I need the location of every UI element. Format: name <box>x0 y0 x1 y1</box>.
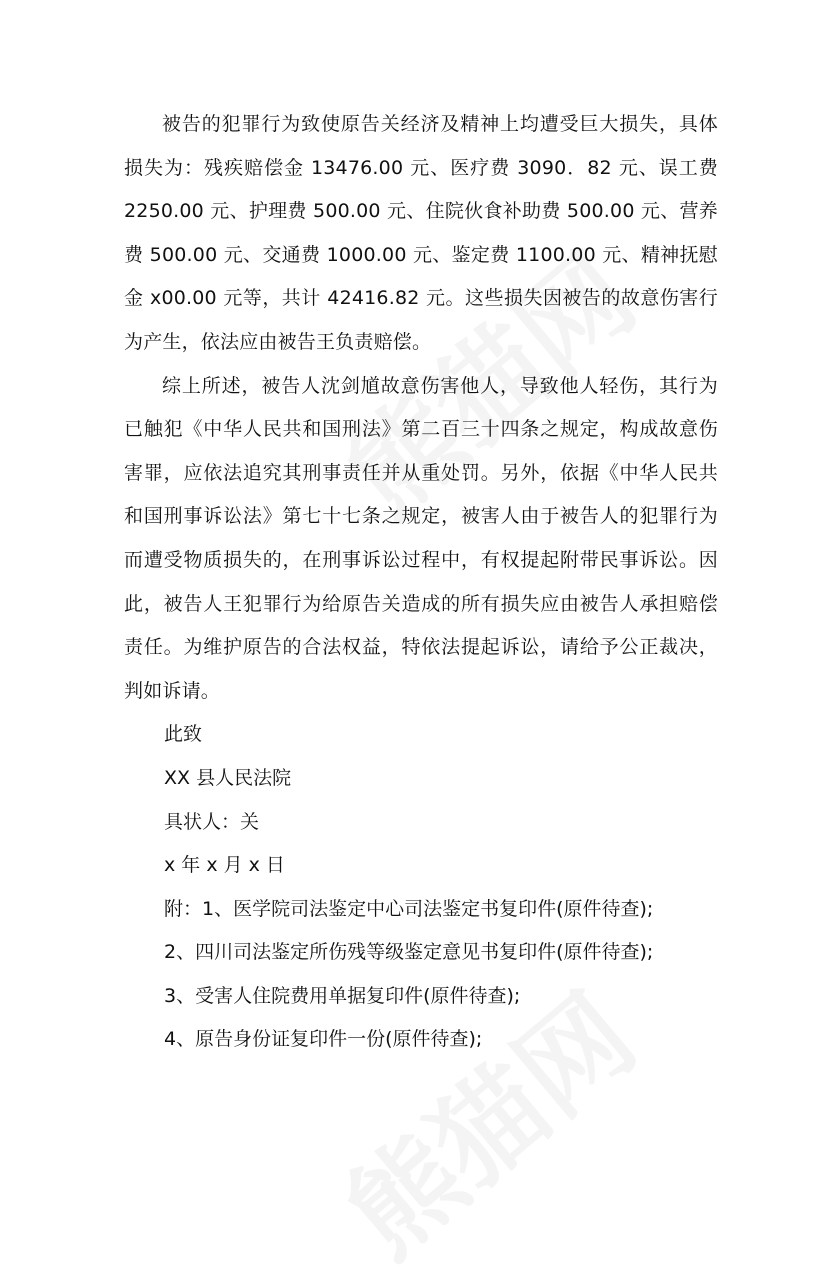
attachment-item: 3、受害人住院费用单据复印件(原件待查); <box>164 984 521 1007</box>
document-date: x 年 x 月 x 日 <box>164 854 285 877</box>
attachment-item: 2、四川司法鉴定所伤残等级鉴定意见书复印件(原件待查); <box>164 941 654 964</box>
attachment-item: 4、原告身份证复印件一份(原件待查); <box>164 1028 483 1051</box>
document-body <box>124 103 718 1062</box>
paragraph-losses: 被告的犯罪行为致使原告关经济及精神上均遭受巨大损失，具体损失为：残疾赔偿金 13476.00 元、医疗费 3090．82 元、误工费2250.00 元、护理费 500.00 元、住院伙食补助费 500.00 元、营养费 500.00 元、交通费 1000.00 元、鉴定费 1100.00 元、精神抚慰金 x00.00 元等，共计 42416.82 元。这些损失因被告的故意伤害行为产生，依法应由被告王负责赔偿。 <box>124 113 718 353</box>
attachment-item: 附：1、医学院司法鉴定中心司法鉴定书复印件(原件待查); <box>164 897 654 920</box>
paragraph-conclusion: 综上所述，被告人沈剑馗故意伤害他人，导致他人轻伤，其行为已触犯《中华人民共和国刑法》第二百三十四条之规定，构成故意伤害罪，应依法追究其刑事责任并从重处罚。另外，依据《中华人民共和国刑事诉讼法》第七十七条之规定，被害人由于被告人的犯罪行为而遭受物质损失的，在刑事诉讼过程中，有权提起附带民事诉讼。因此，被告人王犯罪行为给原告关造成的所有损失应由被告人承担赔偿责任。为维护原告的合法权益，特依法提起诉讼，请给予公正裁决，判如诉请。 <box>124 374 718 702</box>
plaintiff-signature: 具状人：关 <box>164 810 260 833</box>
closing-salutation: 此致 <box>164 723 203 746</box>
court-name: XX 县人民法院 <box>164 766 292 789</box>
